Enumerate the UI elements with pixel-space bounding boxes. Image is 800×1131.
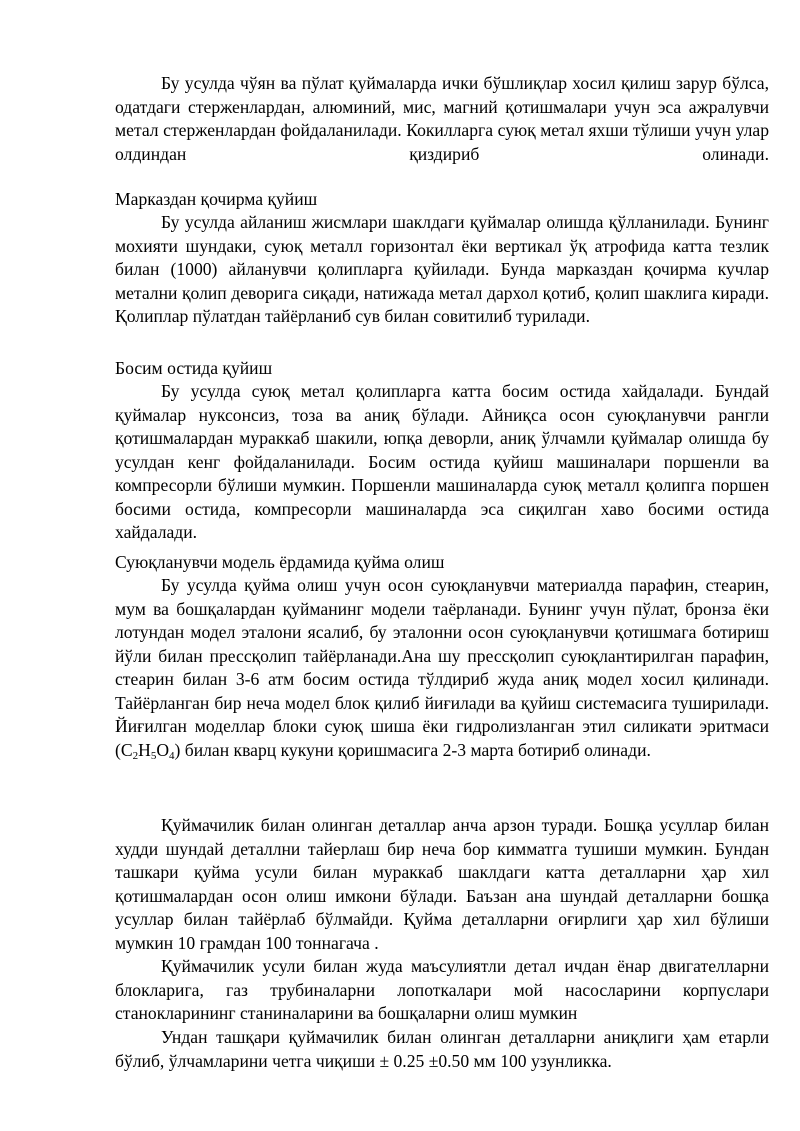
pressure-casting-heading: Босим остида қуйиш [115,358,273,378]
formula-part-h: H [138,739,151,760]
investment-casting-paragraph [115,574,769,762]
conclusion-paragraph-3: Ундан ташқари қуймачилик билан олинган деталларни аниқлиги ҳам етарли бўлиб, ўлчамларини четга чиқиши ± 0.25 ±0.50 мм 100 узунликка. [115,1027,769,1071]
intro-paragraph: Бу усулда чўян ва пўлат қуймаларда ички бўшлиқлар хосил қилиш зарур бўлса, одатдаги стерженлардан, алюминий, мис, магний қотишмалари учун эса ажралувчи метал стерженлардан фойдаланилади. Кокилларга суюқ метал яхши тўлиши учун улар олдиндан қиздириб олинади. [115,73,769,164]
pressure-casting-paragraph: Бу усулда суюқ метал қолипларга катта босим остида хайдалади. Бундай қуймалар нуксонсиз, тоза ва аниқ бўлади. Айниқса осон суюқланувчи рангли қотишмалардан мураккаб шакили, юпқа деворли, аниқ ўлчамли қуймалар олишда бу усулдан кенг фойдаланилади. Босим остида қуйиш машиналари поршенли ва компресорли бўлиши мумкин. Поршенли машиналарда суюқ металл қолипга поршен босими остида, компресорли машиналарда эса сиқилган хаво босими остида хайдалади. [115,381,769,542]
investment-casting-heading: Суюқланувчи модель ёрдамида қуйма олиш [115,552,445,572]
investment-paragraph-main: Бу усулда қуйма олиш учун осон суюқланувчи материалда парафин, стеарин, мум ва бошқалардан қуйманинг модели таёрланади. Бунинг учун пўлат, бронза ёки лотундан модел эталони ясалиб, бу эталонни осон суюқланувчи қотишмага ботириш йўли билан прессқолип тайёрланади.Ана шу прессқолип суюқлантирилган парафин, стеарин билан 3-6 атм босим остида тўлдириб жуда аниқ модел хосил қилинади. Тайёрланган бир неча модел блок қилиб йиғилади ва қуйиш системасига туширилади. Йиғилган моделлар блоки суюқ шиша ёки гидролизланган этил силикати эритмаси (C [115,575,769,760]
formula-part-o: O [156,739,170,760]
formula-subscript-2: 5 [150,749,157,762]
centrifugal-casting-heading: Марказдан қочирма қуйиш [115,189,318,209]
conclusion-paragraph-1: Қуймачилик билан олинган деталлар анча арзон туради. Бошқа усуллар билан худди шундай деталлни тайерлаш бир неча бор кимматга тушиши мумкин. Бундан ташкари қуйма усули билан мураккаб шаклдаги катта деталларни ҳар хил қотишмалардан осон олиш имкони бўлади. Баъзан ана шундай деталларни бошқа усуллар билан тайёрлаб бўлмайди. Қуйма деталларни оғирлиги ҳар хил бўлиши мумкин 10 грамдан 100 тоннагача . [115,815,769,953]
formula-subscript-1: 2 [132,749,139,762]
conclusion-paragraph-2: Қуймачилик усули билан жуда маъсулиятли детал ичдан ёнар двигателларни блокларига, газ трубиналарни лопоткалари мой насосларини корпуслари станокларининг станиналарини ва бошқаларни олиш мумкин [115,956,769,1023]
centrifugal-casting-paragraph: Бу усулда айланиш жисмлари шаклдаги қуймалар олишда қўлланилади. Бунинг мохияти шундаки, суюқ металл горизонтал ёки вертикал ўқ атрофида катта тезлик билан (1000) айланувчи қолипларга қуйилади. Бунда марказдан қочирма кучлар метални қолип деворига сиқади, натижада метал дархол қотиб, қолип шаклига киради. Қолиплар пўлатдан тайёрланиб сув билан совитилиб турилади. [115,212,769,326]
formula-subscript-3: 4 [169,749,175,762]
investment-paragraph-tail: ) билан кварц кукуни қоришмасига 2-3 марта ботириб олинади. [174,739,651,760]
